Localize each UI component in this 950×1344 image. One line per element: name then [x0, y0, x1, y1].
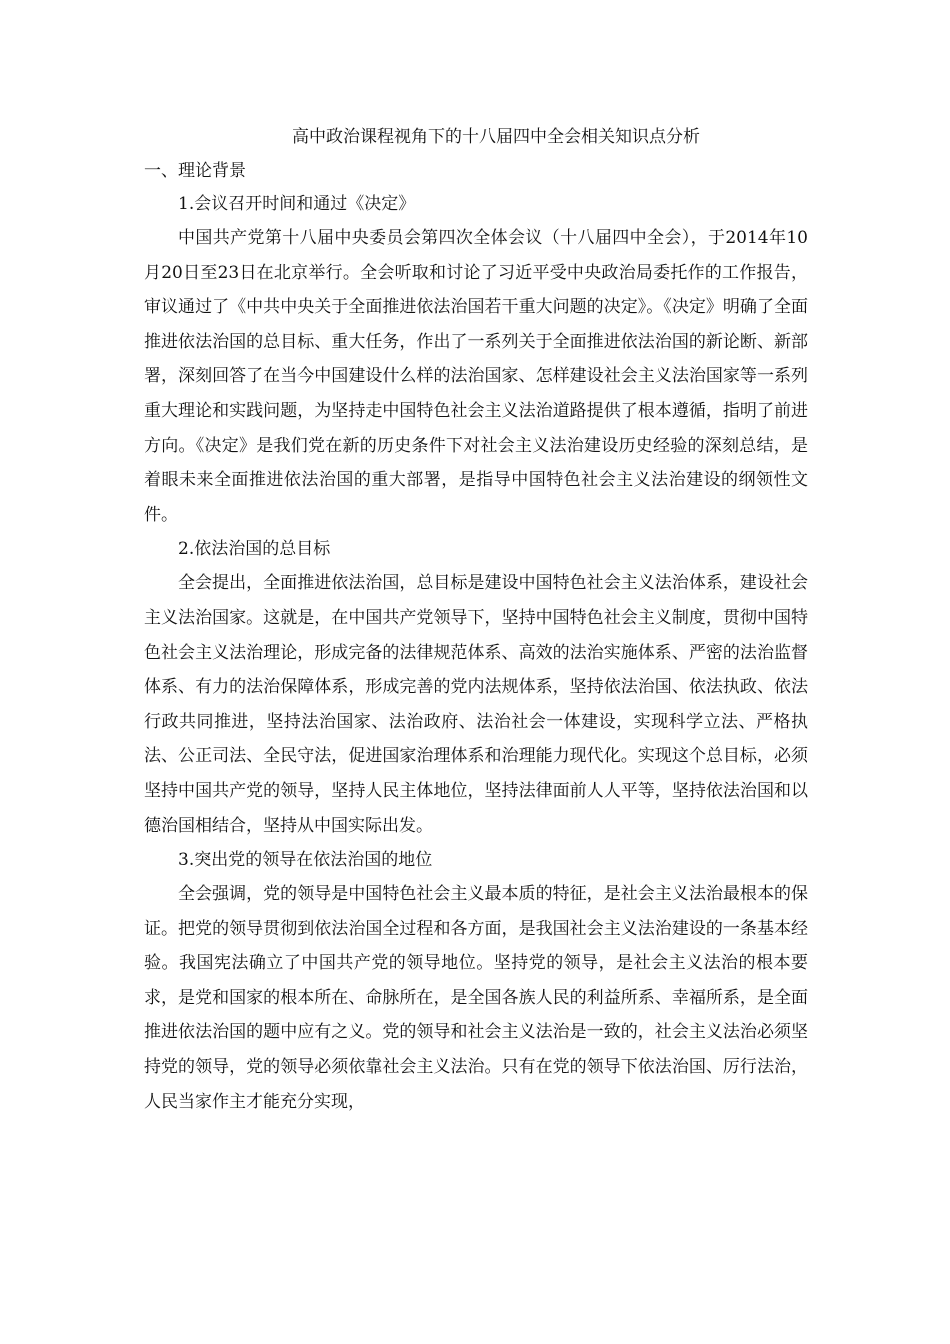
subsection-heading-overall-goal: 2.依法治国的总目标 [178, 539, 331, 560]
subsection-heading-party-leadership: 3.突出党的领导在依法治国的地位 [178, 850, 433, 871]
paragraph-party-leadership: 全会强调，党的领导是中国特色社会主义最本质的特征，是社会主义法治最根本的保证。把党的领导贯彻到依法治国全过程和各方面，是我国社会主义法治建设的一条基本经验。我国宪法确立了中国共产党的领导地位。坚持党的领导，是社会主义法治的根本要求，是党和国家的根本所在、命脉所在，是全国各族人民的利益所系、幸福所系，是全面推进依法治国的题中应有之义。党的领导和社会主义法治是一致的，社会主义法治必须坚持党的领导，党的领导必须依靠社会主义法治。只有在党的领导下依法治国、厉行法治，人民当家作主才能充分实现， [144, 884, 808, 1112]
paragraph-overall-goal: 全会提出，全面推进依法治国，总目标是建设中国特色社会主义法治体系，建设社会主义法治国家。这就是，在中国共产党领导下，坚持中国特色社会主义制度，贯彻中国特色社会主义法治理论，形成完备的法律规范体系、高效的法治实施体系、严密的法治监督体系、有力的法治保障体系，形成完善的党内法规体系，坚持依法治国、依法执政、依法行政共同推进，坚持法治国家、法治政府、法治社会一体建设，实现科学立法、严格执法、公正司法、全民守法，促进国家治理体系和治理能力现代化。实现这个总目标，必须坚持中国共产党的领导，坚持人民主体地位，坚持法律面前人人平等，坚持依法治国和以德治国相结合，坚持从中国实际出发。 [144, 573, 808, 836]
paragraph-meeting-time: 中国共产党第十八届中央委员会第四次全体会议（十八届四中全会），于2014年10月20日至23日在北京举行。全会听取和讨论了习近平受中央政治局委托作的工作报告，审议通过了《中共中央关于全面推进依法治国若干重大问题的决定》。《决定》明确了全面推进依法治国的总目标、重大任务，作出了一系列关于全面推进依法治国的新论断、新部署，深刻回答了在当今中国建设什么样的法治国家、怎样建设社会主义法治国家等一系列重大理论和实践问题，为坚持走中国特色社会主义法治道路提供了根本遵循，指明了前进方向。《决定》是我们党在新的历史条件下对社会主义法治建设历史经验的深刻总结，是着眼未来全面推进依法治国的重大部署，是指导中国特色社会主义法治建设的纲领性文件。 [144, 228, 808, 525]
subsection-heading-meeting-time: 1.会议召开时间和通过《决定》 [178, 194, 416, 214]
section-heading-theory-background: 一、理论背景 [144, 161, 246, 181]
document-body [144, 119, 808, 1119]
document-title: 高中政治课程视角下的十八届四中全会相关知识点分析 [292, 127, 700, 147]
